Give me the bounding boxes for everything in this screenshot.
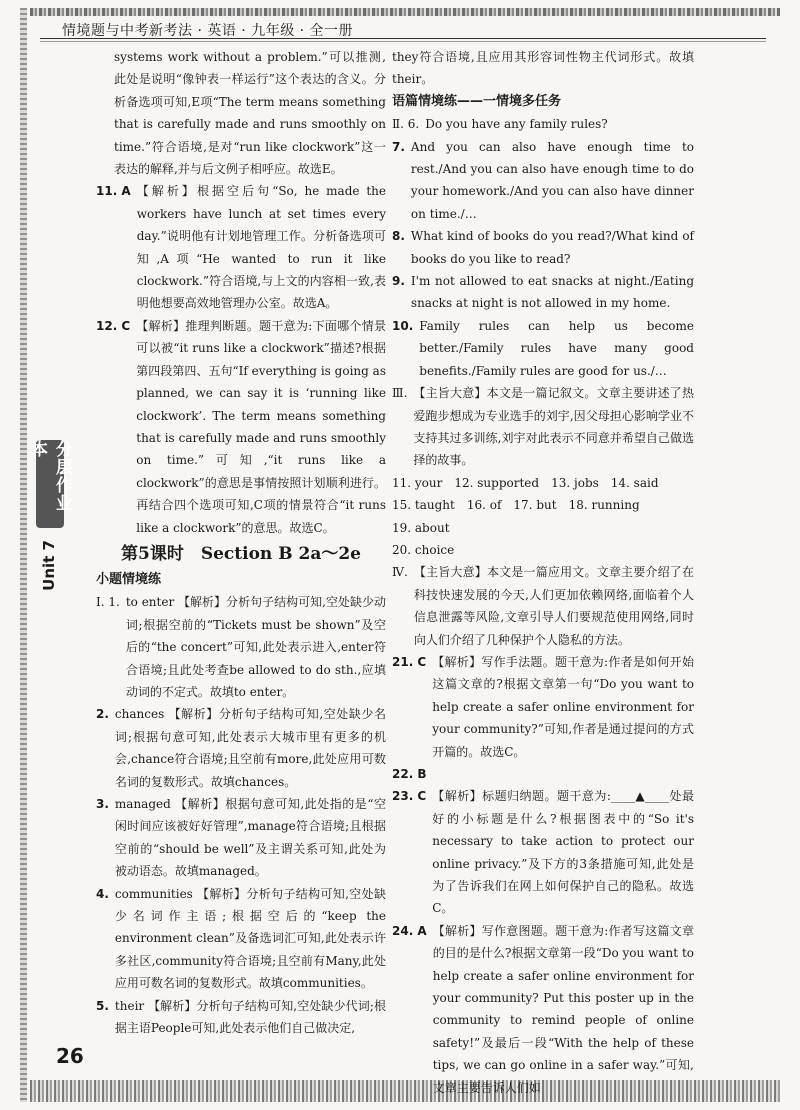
answer-row-11-14 [392, 472, 694, 494]
answer-item-23: 23. C 【解析】标题归纳题。题干意为:____▲____处最好的小标题是什么?根据图表中的“So it's necessary to take action to protect our online privacy.”及下方的3条措施可知,此处是为了告诉我们在网上如何保护自己的隐私。故选C。 [392, 789, 694, 916]
answer-20: 20. choice [392, 542, 455, 557]
top-border [30, 8, 780, 16]
right-column [392, 46, 694, 1099]
answer-item-i2: 2. chances 【解析】分析句子结构可知,空处缺少名词;根据句意可知,此处表示大城市里有更多的机会,chance符合语境;且空前有more,此处应用可数名词的复数形式。故填chances。 [96, 707, 386, 789]
answer-item-22: 22. B [392, 767, 427, 781]
answer-13: 13. jobs [551, 475, 599, 490]
answer-item-i4: 4. communities 【解析】分析句子结构可知,空处缺少名词作主语;根据空后的“keep the environment clean”及备选词汇可知,此处表示许多社区,community符合语境;且空前有Many,此处应用可数名词的复数形式。故填communities。 [96, 886, 386, 991]
section-title: 第5课时 Section B 2a～2e [121, 543, 361, 564]
answer-item-9: 9. I'm not allowed to eat snacks at night./Eating snacks at night is not allowed in my home. [392, 274, 694, 311]
continued-explanation: systems work without a problem.”可以推测,此处是说明“像钟表一样运行”这个表达的含义。分析备选项可知,E项“The term means something that is carefully made and runs smoothly on time.”符合语境,是对“run like clockwork”这一表达的解释,并与后文例子相呼应。故选E。 [114, 50, 386, 177]
answer-row-20 [392, 539, 694, 561]
answer-item-ii6: Ⅱ. 6. Do you have any family rules? [392, 117, 608, 132]
sub-heading-exercises: 小题情境练 [96, 571, 162, 587]
answer-item-10: 10. Family rules can help us become better./Family rules have many good benefits./Family rules are good for us./… [392, 318, 694, 378]
answer-item-i5: 5. their 【解析】分析句子结构可知,空处缺少代词;根据主语People可知,此处表示他们自己做决定, [96, 998, 386, 1036]
sub-heading-passage: 语篇情境练——一情境多任务 [392, 93, 562, 109]
answer-item-i1: Ⅰ. 1. to enter 【解析】分析句子结构可知,空处缺少动词;根据空前的“Tickets must be shown”及空后的“the concert”可知,此处表示进入,enter符合语境;且此处考查be allowed to do sth.,应填动词的不定式。故填to enter。 [96, 595, 386, 699]
answer-item-21: 21. C 【解析】写作手法题。题干意为:作者是如何开始这篇文章的?根据文章第一句“Do you want to help create a safer online environment for your community?”可知,作者是通过提问的方式开篇的。故选C。 [392, 654, 694, 759]
answer-row-15-19 [392, 494, 694, 539]
running-header: 情境题与中考新考法 · 英语 · 九年级 · 全一册 [62, 23, 354, 39]
answer-17: 17. but [513, 498, 557, 513]
answer-19: 19. about [392, 520, 450, 535]
answer-11: 11. your [392, 475, 443, 490]
answer-item-8: 8. What kind of books do you read?/What kind of books do you like to read? [392, 229, 694, 266]
answer-15: 15. taught [392, 498, 455, 513]
unit-label: Unit 7 [40, 540, 58, 591]
answer-item-7: 7. And you can also have enough time to rest./And you can also have enough time to do your homework./And you can also have dinner on time./… [392, 139, 694, 221]
answer-item-12: 12. C 【解析】推理判断题。题干意为:下面哪个情景可以被“it runs like a clockwork”描述?根据第四段第四、五句“If everything is going as planned, we can say it is ‘running like clockwork’. The term means something that is carefully made and runs smoothly on time.”可知,“it runs like a clockwork”的意思是事情按照计划顺利进行。再结合四个选项可知,C项的情景符合“it runs like a clockwork”的意思。故选C。 [96, 318, 386, 535]
left-column [96, 46, 386, 1039]
side-tab-label: 分层作业本 [27, 440, 72, 512]
answer-14: 14. said [610, 475, 659, 490]
answer-16: 16. of [466, 498, 502, 513]
answer-12: 12. supported [454, 475, 540, 490]
side-tab [27, 440, 72, 528]
page-number: 26 [56, 1044, 84, 1068]
continued-explanation-right: they符合语境,且应用其形容词性物主代词形式。故填their。 [392, 50, 694, 87]
answer-item-11: 11. A 【解析】根据空后句“So, he made the workers have lunch at set times every day.”说明他有计划地管理工作。分析备选项可知,A项“He wanted to run it like clockwork.”符合语境,与上文的内容相一致,表明他想要高效地管理办公室。故选A。 [96, 184, 386, 311]
answer-item-i3: 3. managed 【解析】根据句意可知,此处指的是“空闲时间应该被好好管理”,manage符合语境;且根据空前的“should be well”及主谓关系可知,此处为被动语态。故填managed。 [96, 797, 386, 879]
left-border [20, 8, 27, 1102]
summary-iv: Ⅳ. 【主旨大意】本文是一篇应用文。文章主要介绍了在科技快速发展的今天,人们更加依赖网络,面临着个人信息泄露等风险,文章引导人们要规范使用网络,同时向人们介绍了几种保护个人隐私的方法。 [392, 565, 694, 647]
answer-item-24: 24. A 【解析】写作意图题。题干意为:作者写这篇文章的目的是什么?根据文章第一段“Do you want to help create a safer online environment for your community? Put this poster up in the community to remind people of online safety!”及最后一段“With the help of these tips, we can go online in a safer way.”可知,文章主要告诉人们如 [392, 923, 694, 1095]
answer-18: 18. running [568, 498, 640, 513]
summary-iii: Ⅲ. 【主旨大意】本文是一篇记叙文。文章主要讲述了热爱跑步想成为专业选手的刘宇,因父母担心影响学业不支持其过多训练,刘宇对此表示不同意并希望自己做选择的故事。 [392, 386, 694, 468]
header-rule [40, 38, 766, 42]
